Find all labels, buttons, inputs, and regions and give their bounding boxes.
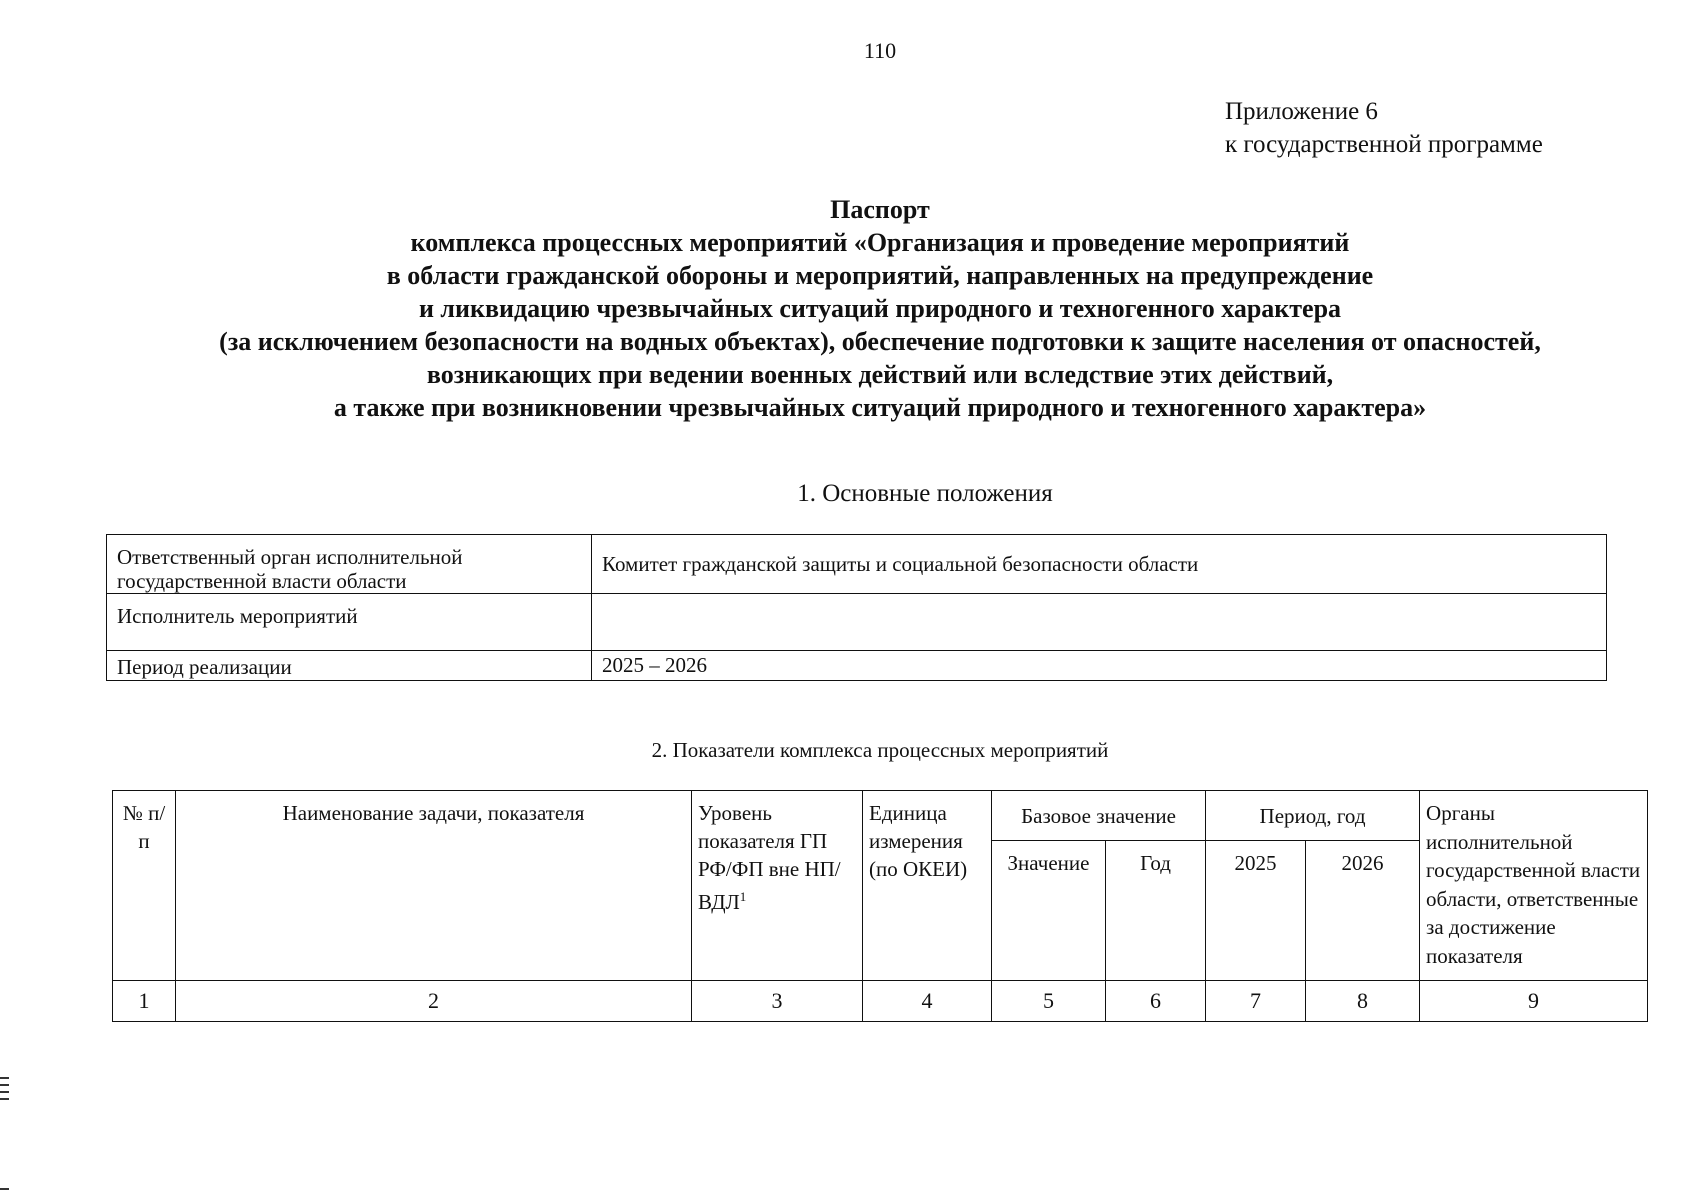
column-number: 4	[863, 981, 992, 1022]
page-number: 110	[863, 38, 897, 63]
column-number: 3	[692, 981, 863, 1022]
document-title	[0, 193, 1697, 424]
header-base-year: Год	[1106, 841, 1206, 981]
margin-mark	[0, 1091, 9, 1093]
appendix-note	[1225, 95, 1543, 161]
header-organs: Органы исполнительной государственной власти области, ответственные за достижение показателя	[1420, 791, 1648, 981]
title-line: (за исключением безопасности на водных объектах), обеспечение подготовки к защите населения от опасностей,	[219, 327, 1541, 356]
footnote-mark: 1	[739, 889, 747, 904]
title-line: а также при возникновении чрезвычайных ситуаций природного и техногенного характера»	[333, 393, 1427, 422]
header-year-2026: 2026	[1306, 841, 1420, 981]
margin-mark	[0, 1188, 9, 1190]
column-number: 1	[113, 981, 176, 1022]
appendix-line-1: Приложение 6	[1225, 98, 1378, 125]
title-line: возникающих при ведении военных действий или вследствие этих действий,	[426, 360, 1334, 389]
column-number: 5	[992, 981, 1106, 1022]
header-num: № п/п	[113, 791, 176, 981]
row-label-responsible: Ответственный орган исполнительной государственной власти области	[107, 535, 592, 594]
table-row	[107, 535, 1607, 594]
header-base-value: Значение	[992, 841, 1106, 981]
margin-mark	[0, 1077, 9, 1079]
header-level	[692, 791, 863, 981]
header-unit: Единица измерения (по ОКЕИ)	[863, 791, 992, 981]
header-name: Наименование задачи, показателя	[176, 791, 692, 981]
title-line: Паспорт	[830, 195, 930, 224]
section2-heading: 2. Показатели комплекса процессных мероприятий	[651, 738, 1109, 762]
title-line: и ликвидацию чрезвычайных ситуаций природного и техногенного характера	[418, 294, 1342, 323]
margin-mark	[0, 1084, 9, 1086]
indicators-table	[112, 790, 1648, 1022]
row-label-executor: Исполнитель мероприятий	[107, 594, 592, 651]
header-row	[113, 791, 1648, 841]
header-base: Базовое значение	[992, 791, 1206, 841]
row-value-executor	[592, 594, 1607, 651]
table-row	[107, 594, 1607, 651]
appendix-line-2: к государственной программе	[1225, 131, 1543, 158]
header-period: Период, год	[1206, 791, 1420, 841]
main-provisions-table	[106, 534, 1607, 681]
column-number: 8	[1306, 981, 1420, 1022]
header-level-text: Уровень показателя ГП РФ/ФП вне НП/ВДЛ	[698, 801, 841, 914]
column-number-row	[113, 981, 1648, 1022]
column-number: 7	[1206, 981, 1306, 1022]
title-line: в области гражданской обороны и мероприятий, направленных на предупреждение	[386, 261, 1374, 290]
column-number: 9	[1420, 981, 1648, 1022]
column-number: 6	[1106, 981, 1206, 1022]
row-label-period: Период реализации	[107, 651, 592, 681]
row-value-period: 2025 – 2026	[592, 651, 1607, 681]
table-row	[107, 651, 1607, 681]
title-line: комплекса процессных мероприятий «Организация и проведение мероприятий	[410, 228, 1350, 257]
header-year-2025: 2025	[1206, 841, 1306, 981]
section1-heading: 1. Основные положения	[797, 480, 1053, 507]
row-value-responsible: Комитет гражданской защиты и социальной безопасности области	[592, 535, 1607, 594]
margin-mark	[0, 1098, 9, 1100]
column-number: 2	[176, 981, 692, 1022]
